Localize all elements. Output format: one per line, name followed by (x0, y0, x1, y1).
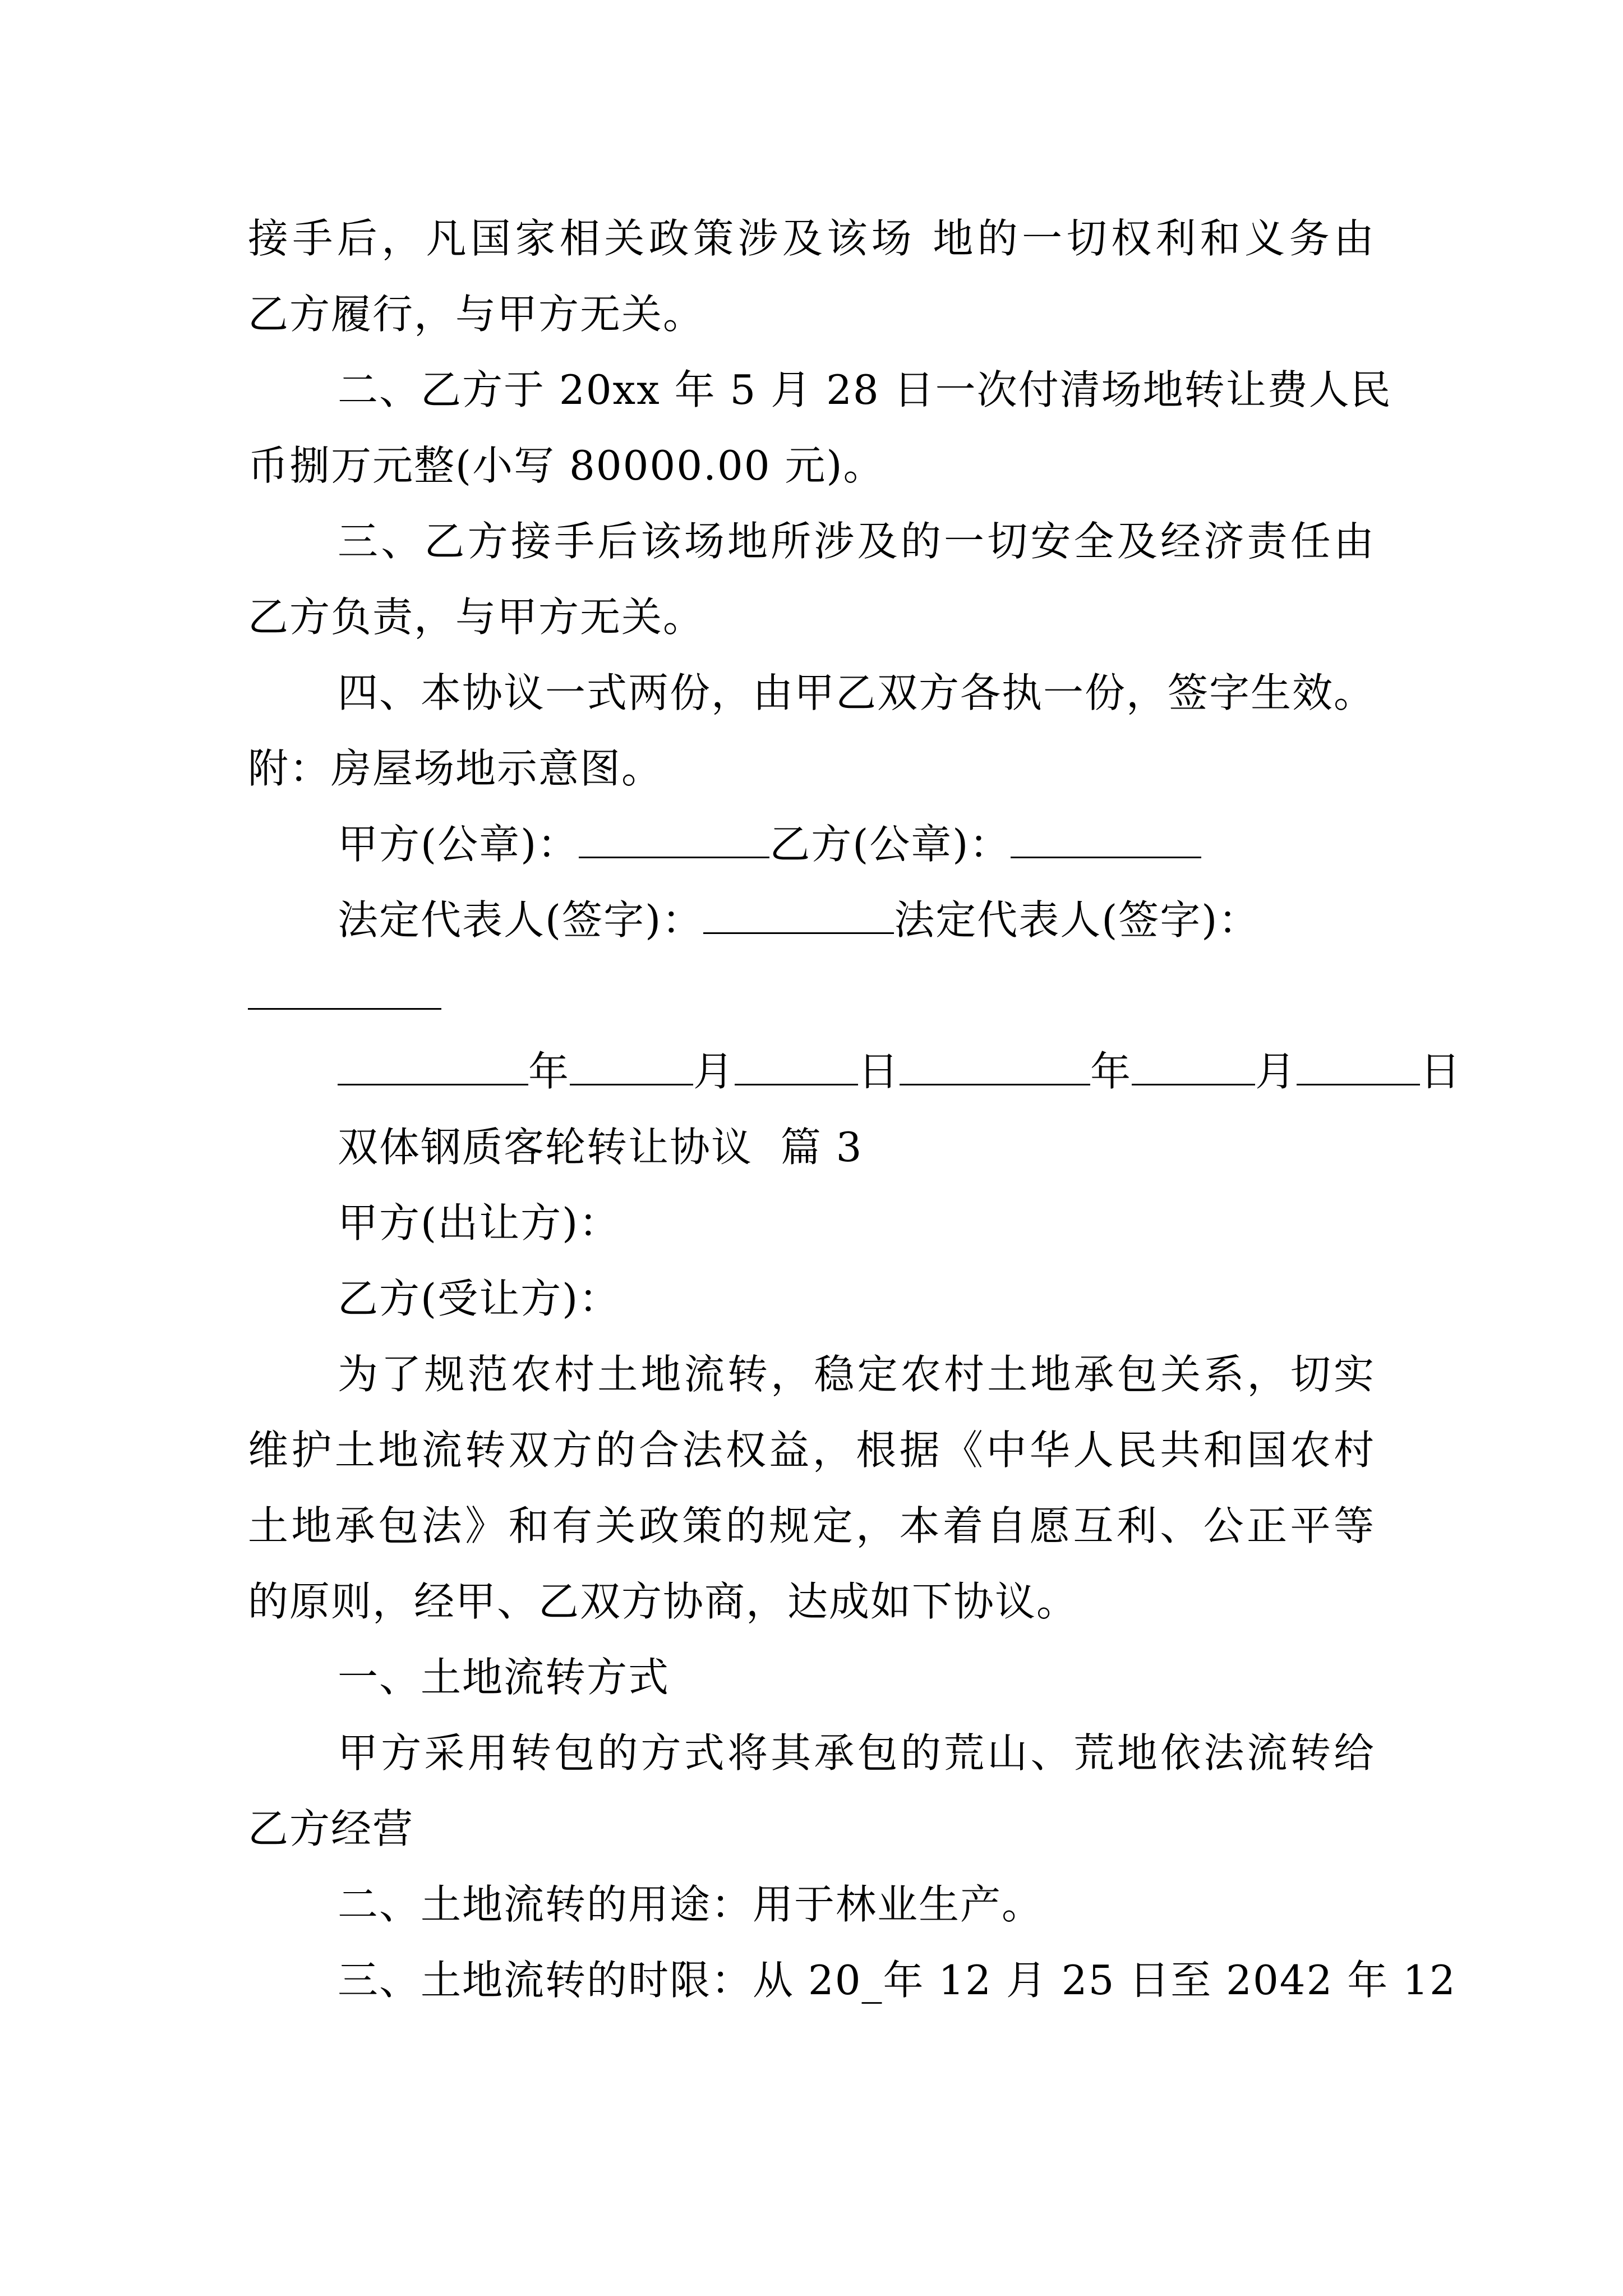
party-b-line: 乙方(受让方)： (338, 1275, 621, 1322)
rep-b-label: 法定代表人(签字)： (894, 896, 1260, 944)
text-line: 附：房屋场地示意图。 (248, 745, 663, 792)
text-line: 三、乙方接手后该场地所涉及的一切安全及经济责任由 (338, 518, 1375, 565)
party-a-seal-blank (579, 817, 769, 858)
day-label: 日 (858, 1048, 900, 1095)
month-blank (570, 1045, 693, 1085)
text-line: 币捌万元整(小写 80000.00 元)。 (248, 442, 885, 489)
text-line: 乙方负责，与甲方无关。 (248, 593, 705, 641)
rep-b-blank-line (248, 968, 441, 1024)
party-a-seal-label: 甲方(公章)： (338, 821, 579, 868)
month-label-2: 月 (1255, 1048, 1297, 1095)
party-a-line: 甲方(出让方)： (338, 1199, 621, 1246)
representative-line (338, 892, 1260, 948)
text-line: 的原则，经甲、乙双方协商，达成如下协议。 (248, 1578, 1078, 1625)
year-blank-2 (900, 1045, 1090, 1085)
party-b-seal-label: 乙方(公章)： (769, 821, 1011, 868)
text-line: 乙方经营 (248, 1805, 414, 1852)
seal-line (338, 816, 1201, 872)
text-line: 四、本协议一式两份，由甲乙双方各执一份，签字生效。 (338, 669, 1376, 716)
text-line: 二、土地流转的用途：用于林业生产。 (338, 1881, 1044, 1928)
rep-a-blank (703, 893, 894, 934)
month-blank-2 (1132, 1045, 1255, 1085)
party-b-seal-blank (1011, 817, 1201, 858)
year-label-2: 年 (1090, 1048, 1132, 1095)
text-line: 维护土地流转双方的合法权益，根据《中华人民共和国农村 (248, 1427, 1375, 1474)
day-blank-2 (1297, 1045, 1420, 1085)
text-line: 乙方履行，与甲方无关。 (248, 291, 705, 338)
year-label: 年 (528, 1048, 570, 1095)
text-line: 甲方采用转包的方式将其承包的荒山、荒地依法流转给 (338, 1729, 1375, 1777)
day-label-2: 日 (1420, 1048, 1462, 1095)
rep-b-blank (248, 969, 441, 1010)
month-label: 月 (693, 1048, 735, 1095)
text-line: 二、乙方于 20xx 年 5 月 28 日一次付清场地转让费人民 (338, 366, 1392, 413)
text-line: 接手后，凡国家相关政策涉及该场 地的一切权利和义务由 (248, 215, 1375, 262)
text-line: 土地承包法》和有关政策的规定，本着自愿互利、公正平等 (248, 1502, 1375, 1549)
text-line: 为了规范农村土地流转，稳定农村土地承包关系，切实 (338, 1351, 1375, 1398)
year-blank (338, 1045, 528, 1085)
day-blank (735, 1045, 858, 1085)
rep-a-label: 法定代表人(签字)： (338, 896, 704, 944)
date-line (338, 1043, 1461, 1099)
text-line: 一、土地流转方式 (338, 1654, 670, 1701)
section-title: 双体钢质客轮转让协议 篇 3 (338, 1124, 863, 1171)
text-line: 三、土地流转的时限：从 20_年 12 月 25 日至 2042 年 12 (338, 1957, 1456, 2004)
